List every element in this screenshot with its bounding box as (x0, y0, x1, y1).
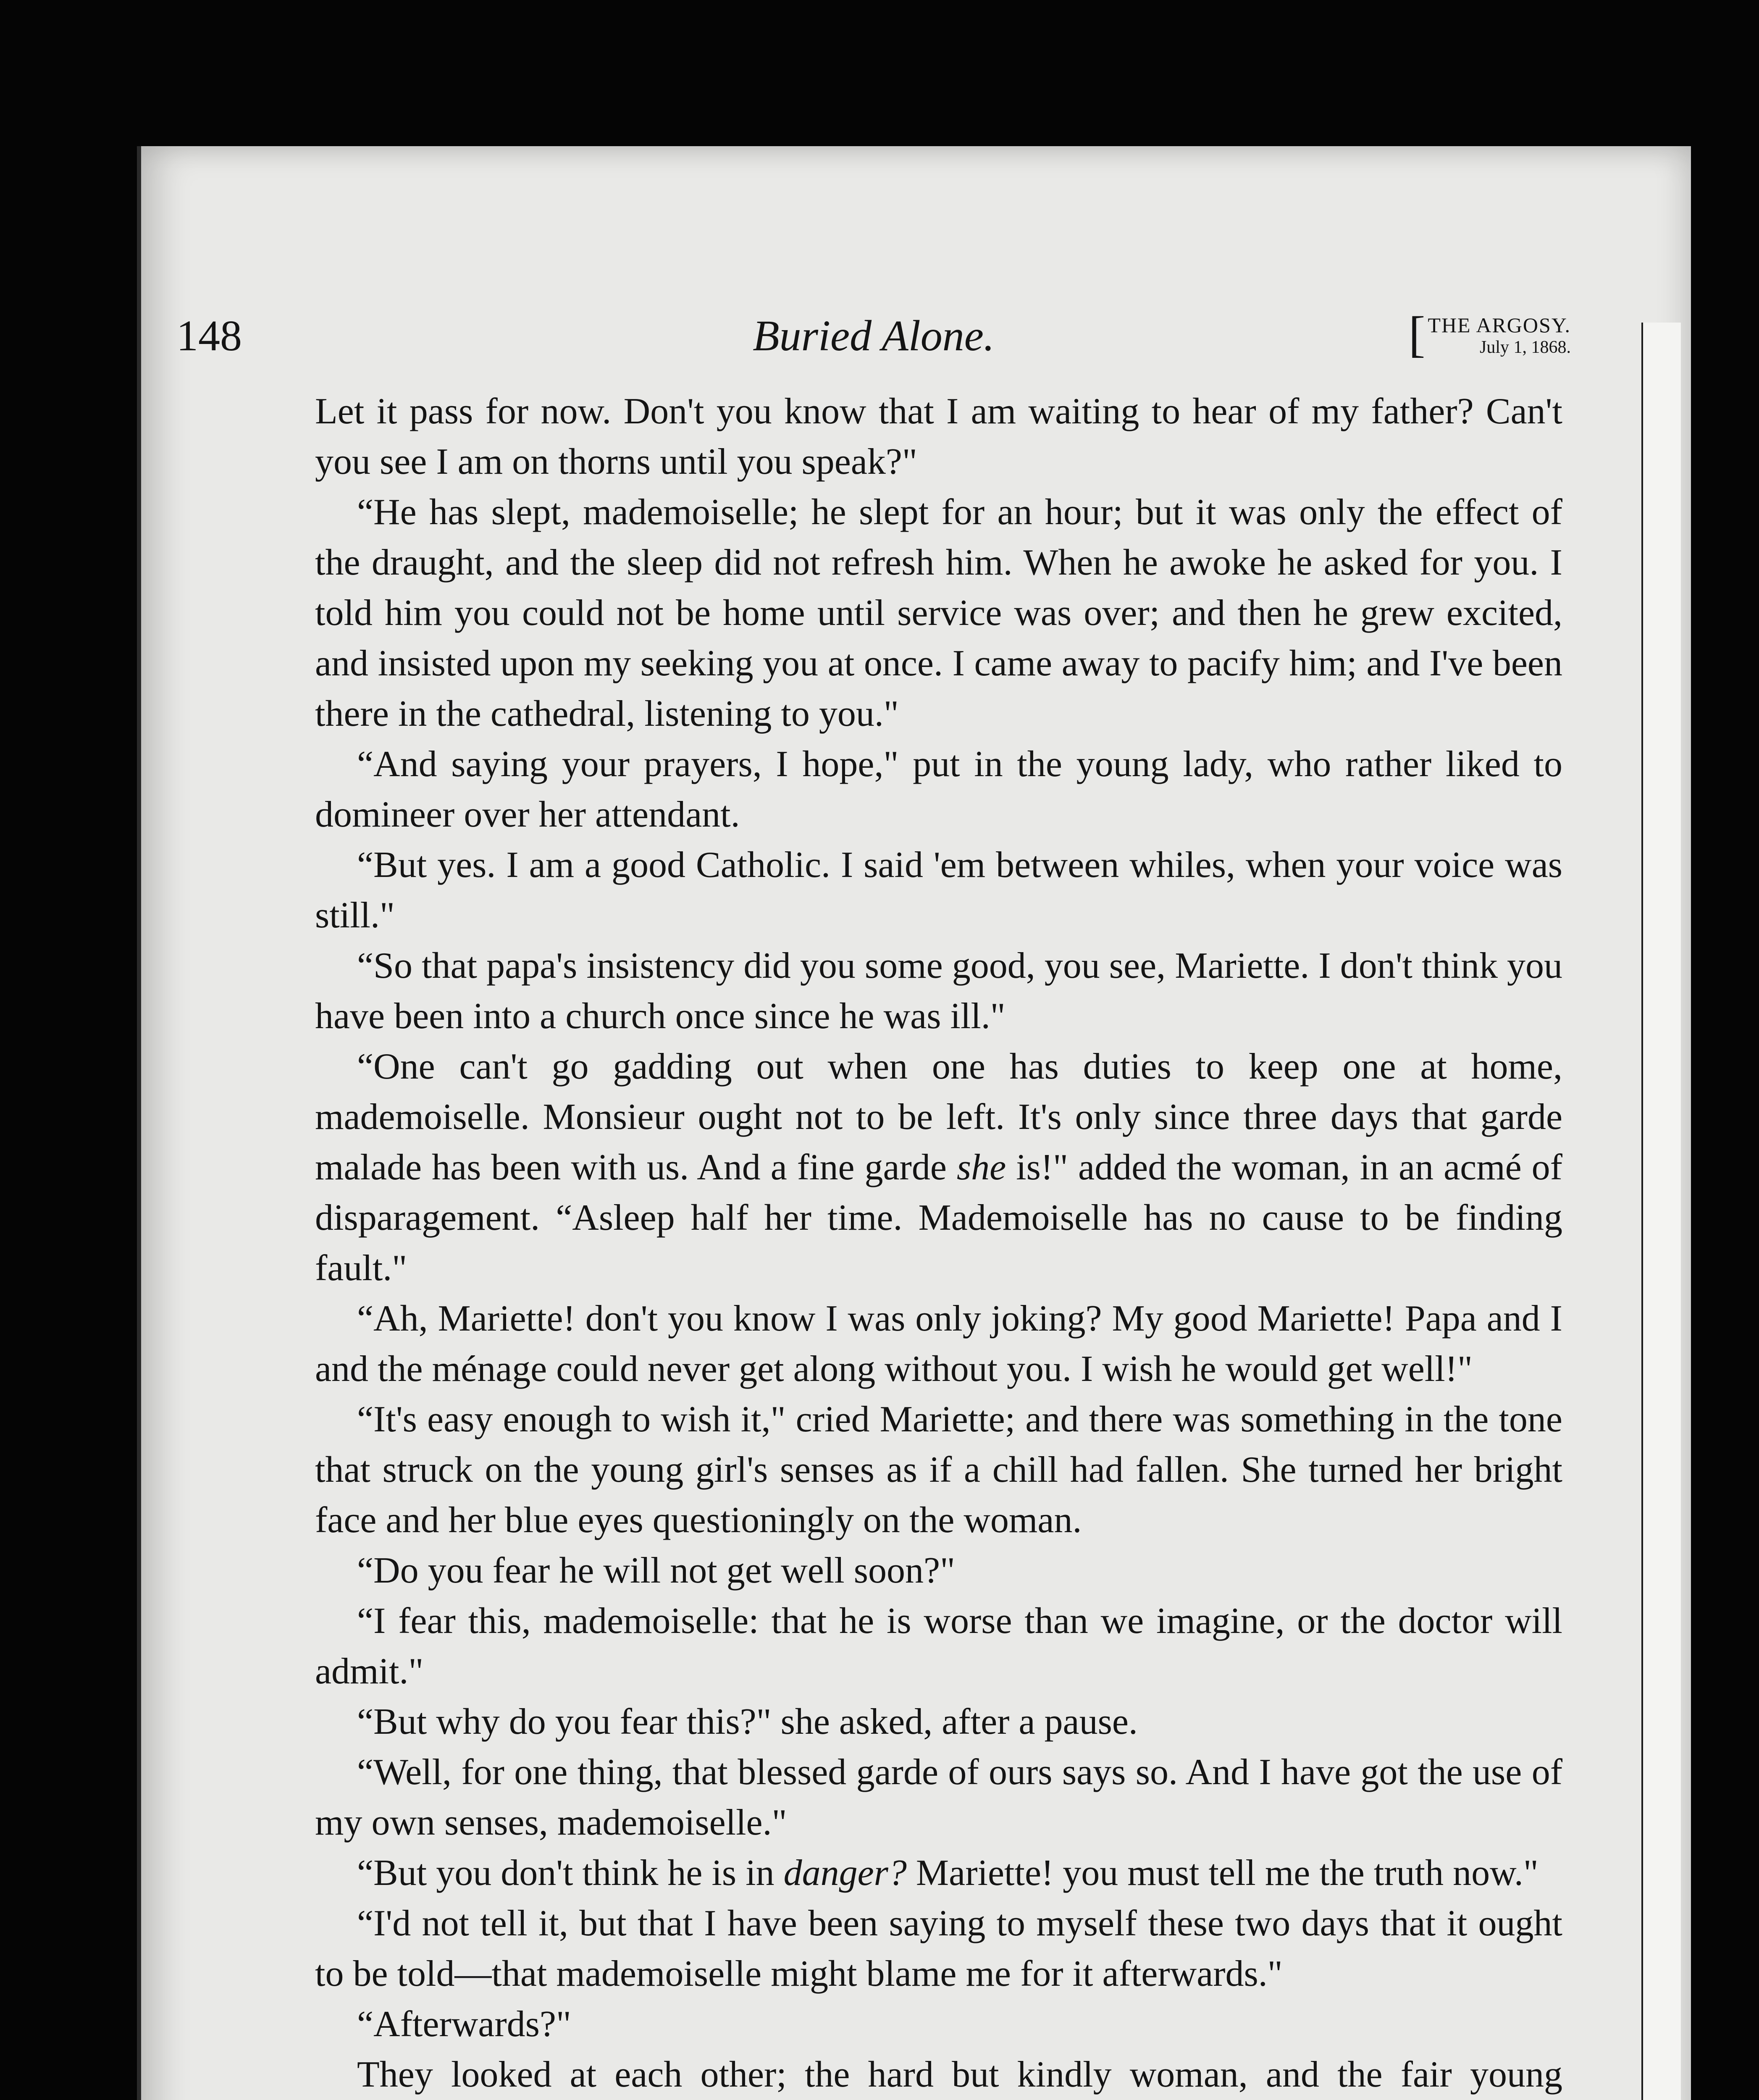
page-header (176, 306, 1571, 374)
paragraph-text: Mariette! you must tell me the truth now." (906, 1853, 1538, 1893)
emphasized-text: she (956, 1147, 1006, 1188)
publication-reference (1408, 306, 1571, 362)
paragraph: “But why do you fear this?" she asked, after a pause. (357, 1701, 1138, 1742)
running-title: Buried Alone. (753, 312, 995, 360)
paragraph-text: “One can't go gadding out when one has duties to keep one at home, mademoiselle. Monsieur ought not to be left. It's only since three days that garde malade has been with us. And a fine garde (315, 1046, 1562, 1188)
paragraph: “Well, for one thing, that blessed garde of ours says so. And I have got the use of my own senses, mademoiselle." (315, 1752, 1562, 1843)
publication-info (1428, 313, 1571, 358)
paragraph: “Afterwards?" (357, 2004, 571, 2045)
paragraph: They looked at each other; the hard but kindly woman, and the fair young (357, 2054, 1562, 2095)
paragraph: “So that papa's insistency did you some good, you see, Mariette. I don't think you have been into a church once since he was ill." (315, 945, 1562, 1037)
paragraph: “I fear this, mademoiselle: that he is worse than we imagine, or the doctor will admit." (315, 1601, 1562, 1692)
paragraph: “It's easy enough to wish it," cried Mariette; and there was something in the tone that struck on the young girl's senses as if a chill had fallen. She turned her bright face and her blue eyes questioningly on the woman. (315, 1399, 1562, 1541)
paragraph (315, 1848, 1562, 1898)
paragraph: “Do you fear he will not get well soon?" (357, 1550, 955, 1591)
paragraph: “Ah, Mariette! don't you know I was only joking? My good Mariette! Papa and I and the ménage could never get along without you. I wish he would get well!" (315, 1298, 1562, 1389)
emphasized-text: danger? (783, 1853, 907, 1893)
page-number: 148 (176, 312, 242, 360)
publication-name: THE ARGOSY. (1428, 313, 1571, 337)
paragraph: “But yes. I am a good Catholic. I said 'em between whiles, when your voice was still." (315, 845, 1562, 936)
paragraph (315, 1042, 1562, 1294)
next-page-edge (1641, 323, 1681, 2100)
paragraph: “And saying your prayers, I hope," put in the young lady, who rather liked to domineer over her attendant. (315, 744, 1562, 835)
body-text (315, 386, 1562, 2100)
issue-date: July 1, 1868. (1479, 338, 1571, 357)
bracket-glyph: [ (1408, 306, 1426, 362)
paragraph: Let it pass for now. Don't you know that I am waiting to hear of my father? Can't you see I am on thorns until you speak?" (315, 391, 1562, 482)
paragraph-text: “But you don't think he is in (357, 1853, 784, 1893)
paragraph: “I'd not tell it, but that I have been saying to myself these two days that it ought to be told—that mademoiselle might blame me for it afterwards." (315, 1903, 1562, 1994)
paragraph: “He has slept, mademoiselle; he slept for an hour; but it was only the effect of the draught, and the sleep did not refresh him. When he awoke he asked for you. I told him you could not be home until service was over; and then he grew excited, and insisted upon my seeking you at once. I came away to pacify him; and I've been there in the cathedral, listening to you." (315, 492, 1562, 734)
paragraph-text: is!" added the woman, in an acmé of disparagement. “Asleep half her time. Mademoiselle has no cause to be finding fault." (315, 1147, 1562, 1289)
